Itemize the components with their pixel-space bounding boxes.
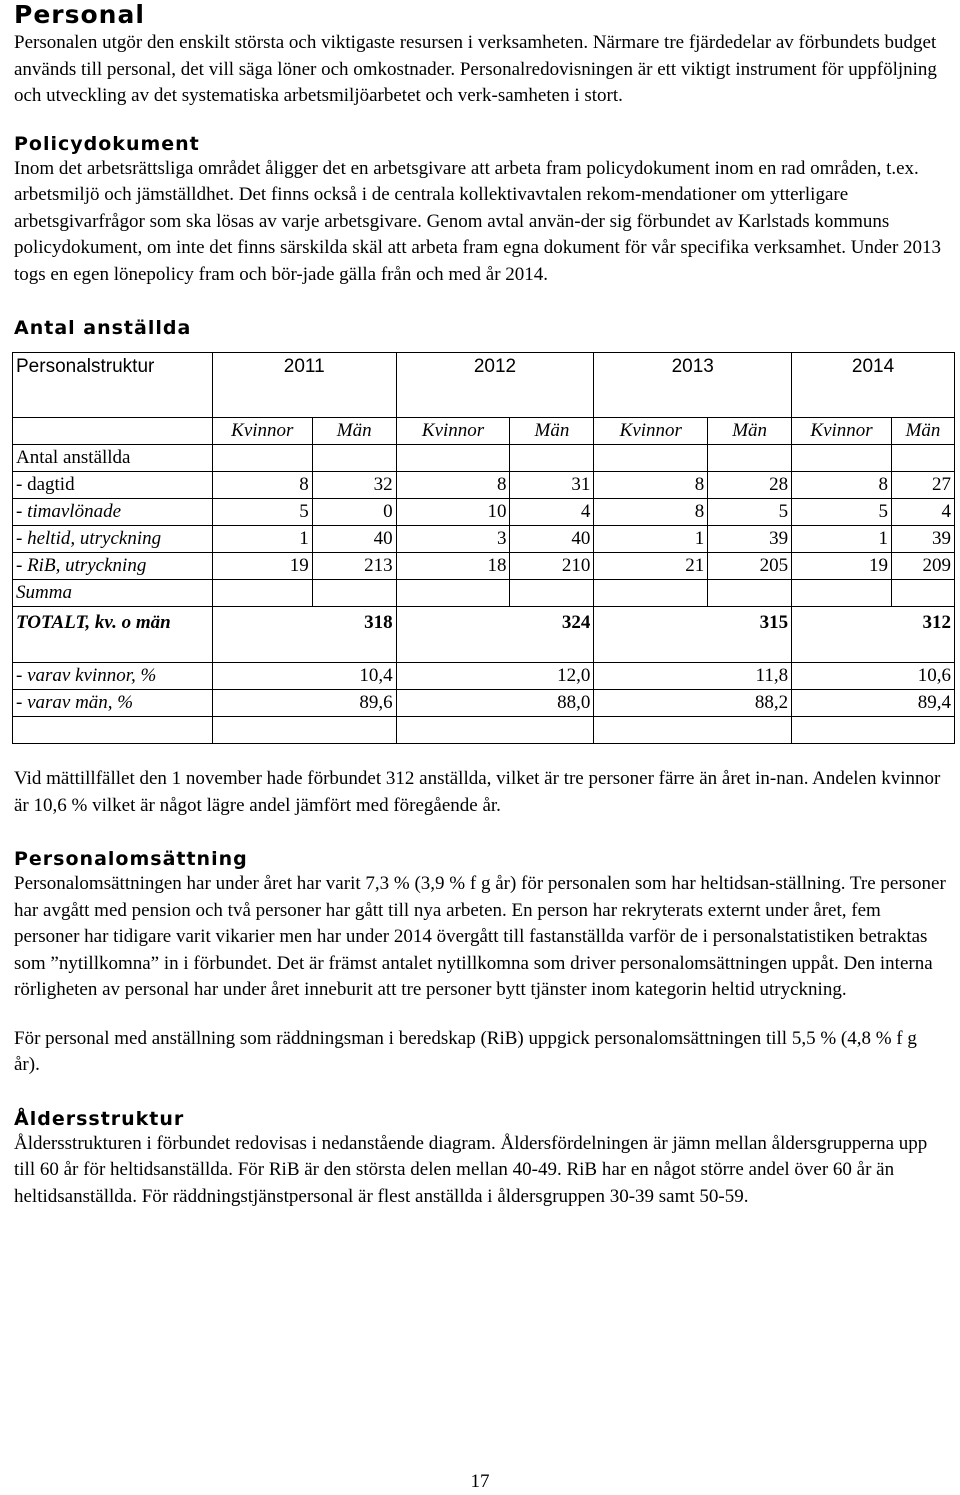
year-header: 2014: [792, 353, 955, 382]
table-cell: 28: [708, 472, 792, 499]
table-cell: 19: [212, 553, 312, 580]
table-cell: 39: [708, 526, 792, 553]
table-cell: 8: [594, 472, 708, 499]
table-empty-row: [13, 717, 955, 744]
gender-header: Män: [510, 418, 594, 445]
table-cell: 89,6: [212, 690, 396, 717]
page-number: 17: [470, 1471, 490, 1492]
table-cell: 40: [510, 526, 594, 553]
table-cell: 8: [212, 472, 312, 499]
table-cell: 0: [312, 499, 396, 526]
table-cell: 213: [312, 553, 396, 580]
row-label: - timavlönade: [13, 499, 213, 526]
table-cell: 324: [396, 607, 594, 663]
gender-header: Män: [708, 418, 792, 445]
table-cell: 1: [212, 526, 312, 553]
table-cell: 10,6: [792, 663, 955, 690]
table-cell: 4: [892, 499, 955, 526]
table-cell: 210: [510, 553, 594, 580]
document-page: [14, 0, 951, 1210]
row-label: - dagtid: [13, 472, 213, 499]
table-row: [13, 472, 955, 499]
table-cell: [13, 418, 213, 445]
table-cell: 21: [594, 553, 708, 580]
row-label: Summa: [13, 580, 213, 607]
paragraph-personal: Personalen utgör den enskilt största och viktigaste resursen i verksamheten. Närmare tre fjärdedelar av förbundets budget används till personal, det vill säga löner och omkostnader. Personalredovisningen är ett viktigt instrument för uppföljning och utveckling av det systematiska arbetsmiljöarbetet och verk-samheten i stort.: [14, 32, 937, 106]
heading-personal: Personal: [14, 0, 145, 29]
row-label: - varav män, %: [13, 690, 213, 717]
table-cell: 3: [396, 526, 510, 553]
paragraph-personalomsattning-1: Personalomsättningen har under året har varit 7,3 % (3,9 % f g år) för personalen som har heltidsan-ställning. Tre personer har avgått med pension och två personer har gått till nya arbeten. En person har rekryterats externt under året, fem personer har tidigare varit vikarier men har under 2014 övergått till fastanställda varför de i personalstatistiken betraktas som ”nytillkomna” in i förbundet. Det är främst antalet nytillkomna som driver personalomsättningen uppåt. Den interna rörligheten av personal har under året inneburit att tre personer bytt tjänster inom kategorin heltid utryckning.: [14, 873, 946, 1000]
table-cell: 8: [396, 472, 510, 499]
table-cell: 39: [892, 526, 955, 553]
heading-aldersstruktur: Åldersstruktur: [14, 1107, 185, 1130]
table-row: [13, 526, 955, 553]
table-row: [13, 499, 955, 526]
table-cell: 315: [594, 607, 792, 663]
gender-header: Kvinnor: [594, 418, 708, 445]
heading-policydokument: Policydokument: [14, 132, 200, 155]
table-cell: 32: [312, 472, 396, 499]
year-header: 2011: [212, 353, 396, 382]
table-cell: 8: [792, 472, 892, 499]
table-cell: 19: [792, 553, 892, 580]
table-row: [13, 690, 955, 717]
table-title: Personalstruktur: [13, 353, 213, 382]
row-label: TOTALT, kv. o män: [13, 607, 213, 663]
table-row-total: [13, 607, 955, 663]
gender-header: Män: [892, 418, 955, 445]
table-cell: 88,0: [396, 690, 594, 717]
row-label: - RiB, utryckning: [13, 553, 213, 580]
table-cell: 10,4: [212, 663, 396, 690]
table-cell: 1: [792, 526, 892, 553]
gender-header: Män: [312, 418, 396, 445]
table-cell: 1: [594, 526, 708, 553]
table-cell: 31: [510, 472, 594, 499]
table-cell: 18: [396, 553, 510, 580]
table-cell: 89,4: [792, 690, 955, 717]
heading-antal-anstallda: Antal anställda: [14, 317, 192, 339]
table-cell: 12,0: [396, 663, 594, 690]
table-subheader-row: [13, 418, 955, 445]
gender-header: Kvinnor: [212, 418, 312, 445]
table-cell: 209: [892, 553, 955, 580]
table-cell: 4: [510, 499, 594, 526]
personalstruktur-table: [12, 352, 955, 744]
table-cell: 5: [212, 499, 312, 526]
year-header: 2012: [396, 353, 594, 382]
table-cell: 205: [708, 553, 792, 580]
paragraph-policydokument: Inom det arbetsrättsliga området åligger det en arbetsgivare att arbeta fram policydokument inom en rad områden, t.ex. arbetsmiljö och jämställdhet. Det finns också i de centrala kollektivavtalen rekom-mendationer om ytterligare arbetsgivarfrågor som ska lösas av varje arbetsgivare. Genom avtal använ-der sig förbundet av Karlstads kommuns policydokument, om inte det finns särskilda skäl att arbeta fram egna dokument för vår specifika verksamhet. Under 2013 togs en egen lönepolicy fram och bör-jade gälla från och med år 2014.: [14, 157, 942, 285]
table-cell: 40: [312, 526, 396, 553]
year-header: 2013: [594, 353, 792, 382]
gender-header: Kvinnor: [792, 418, 892, 445]
heading-personalomsattning: Personalomsättning: [14, 848, 248, 870]
table-cell: 8: [594, 499, 708, 526]
table-cell: 10: [396, 499, 510, 526]
table-cell: 88,2: [594, 690, 792, 717]
table-header-row: [13, 353, 955, 382]
table-cell: 5: [708, 499, 792, 526]
row-label: Antal anställda: [13, 445, 213, 472]
table-spacer-row: [13, 381, 955, 418]
row-label: - heltid, utryckning: [13, 526, 213, 553]
paragraph-after-table: Vid mättillfället den 1 november hade förbundet 312 anställda, vilket är tre personer färre än året in-nan. Andelen kvinnor är 10,6 % vilket är något lägre andel jämfört med föregående år.: [14, 768, 941, 816]
table-row: [13, 580, 955, 607]
paragraph-aldersstruktur: Åldersstrukturen i förbundet redovisas i nedanstående diagram. Åldersfördelningen är jämn mellan åldersgrupperna upp till 60 år för heltidsanställda. För RiB är den största delen mellan 40-49. RiB har en något större andel över 60 år än heltidsanställda. För räddningstjänstpersonal är flest anställda i åldersgruppen 30-39 samt 50-59.: [14, 1132, 928, 1207]
table-cell: 312: [792, 607, 955, 663]
gender-header: Kvinnor: [396, 418, 510, 445]
paragraph-personalomsattning-2: För personal med anställning som räddningsman i beredskap (RiB) uppgick personalomsättningen till 5,5 % (4,8 % f g år).: [14, 1027, 917, 1075]
table-cell: 5: [792, 499, 892, 526]
table-row: [13, 663, 955, 690]
table-row: [13, 553, 955, 580]
table-cell: 11,8: [594, 663, 792, 690]
table-cell: 318: [212, 607, 396, 663]
table-row: [13, 445, 955, 472]
row-label: - varav kvinnor, %: [13, 663, 213, 690]
table-cell: 27: [892, 472, 955, 499]
